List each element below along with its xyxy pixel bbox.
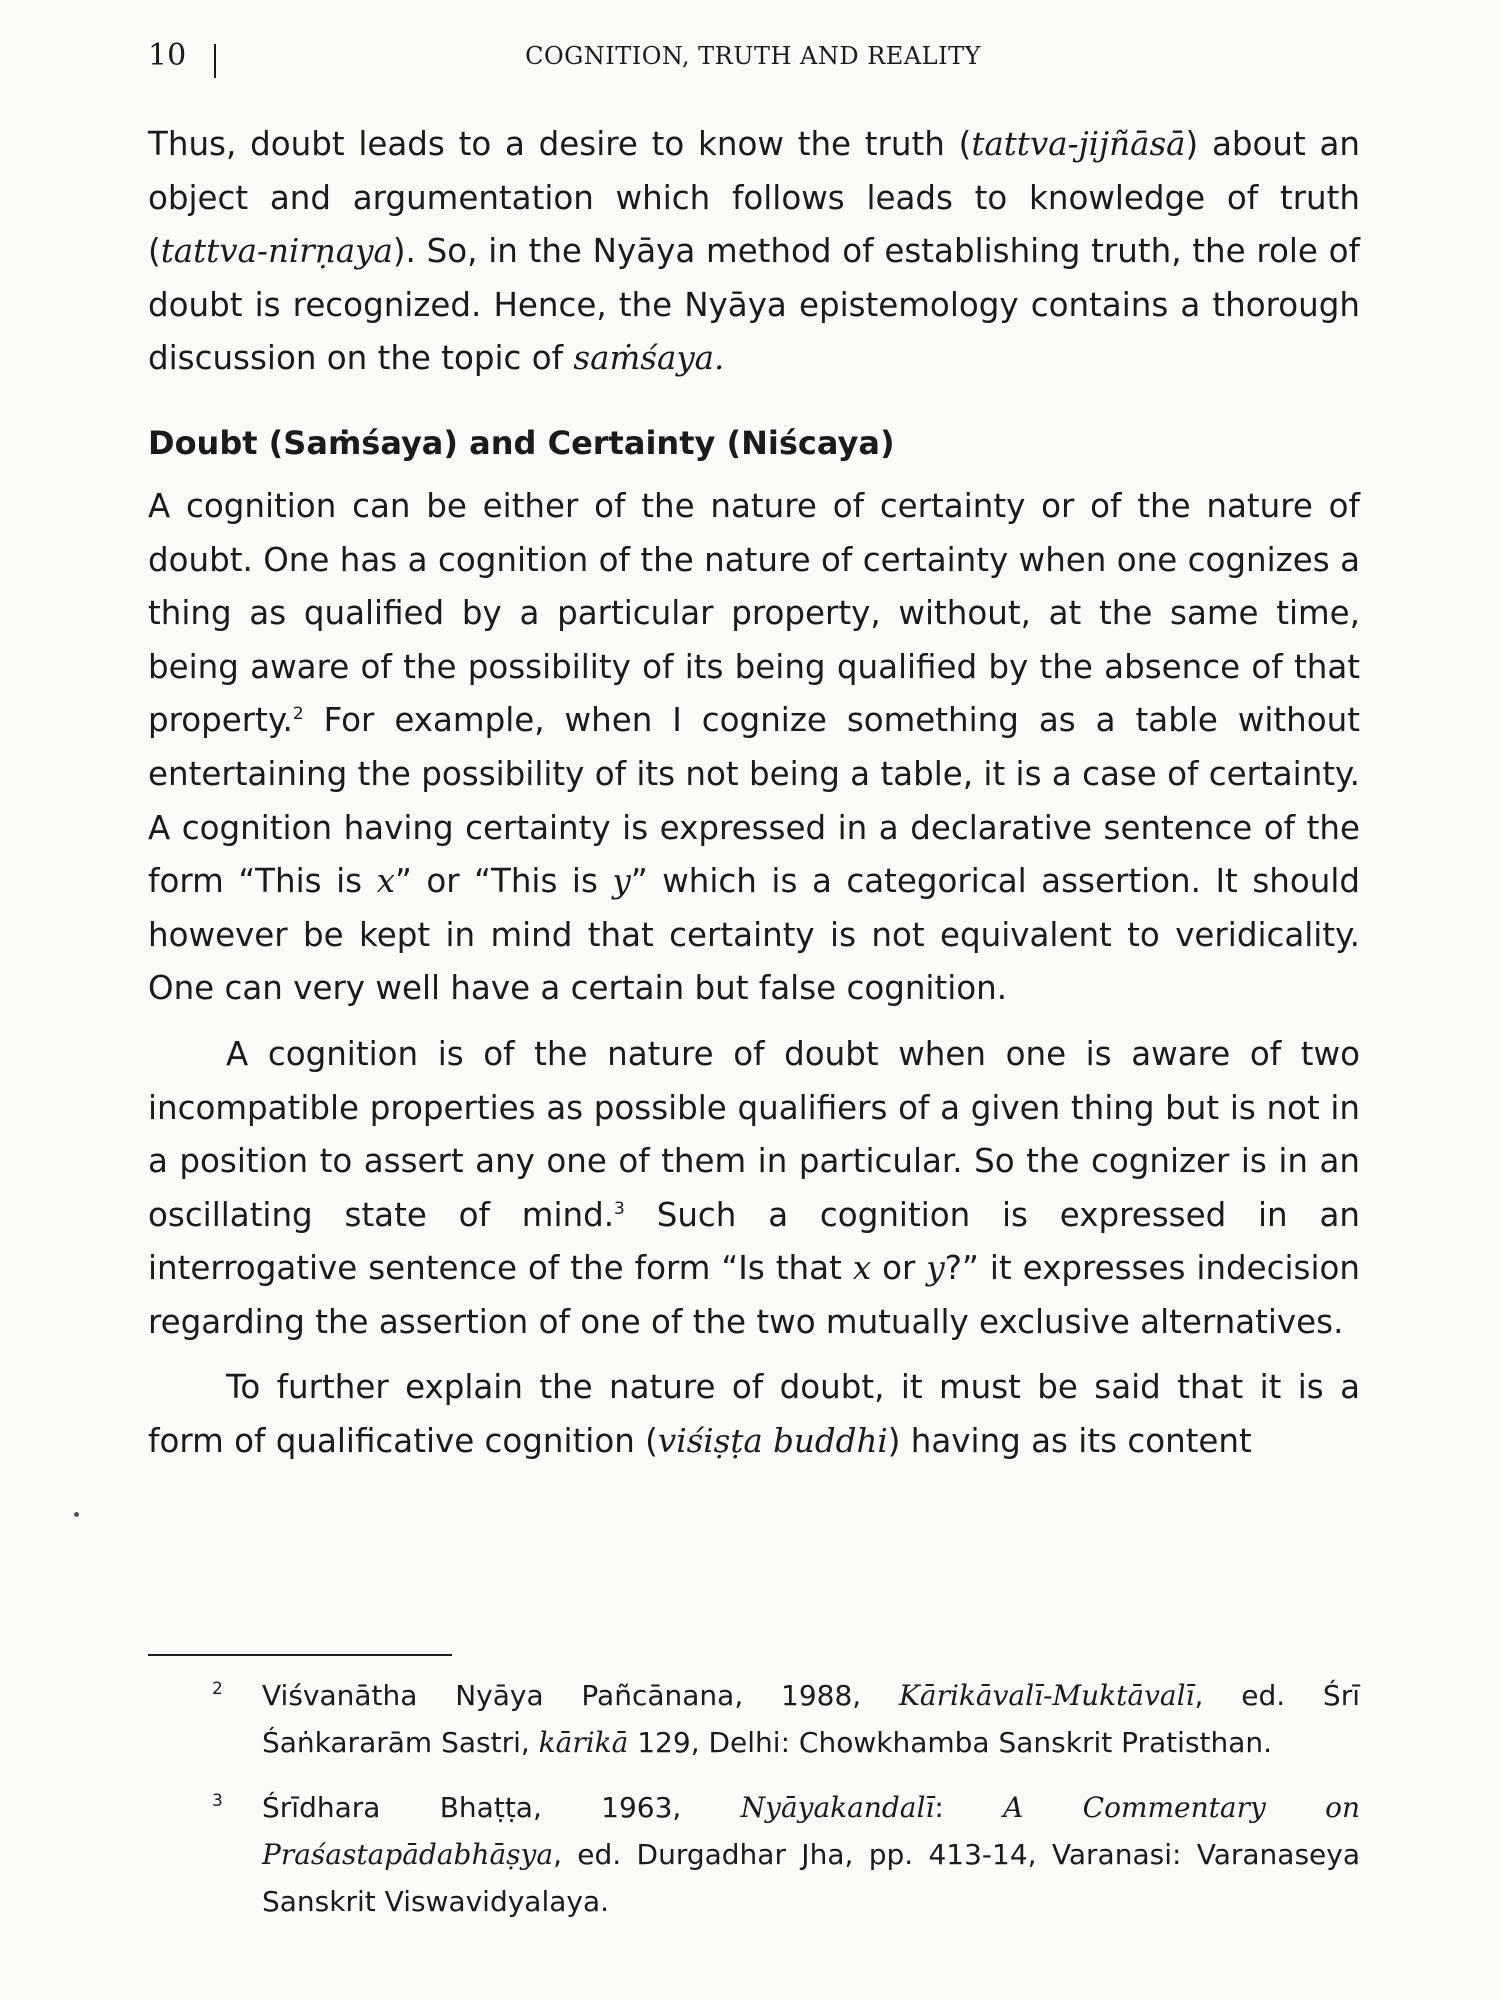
running-head: COGNITION, TRUTH AND REALITY bbox=[525, 42, 981, 70]
paragraph-2: A cognition can be either of the nature of certainty or of the nature of doubt. One has a cognition of the nature of certainty when one cognizes a thing as qualified by a particular property, without, at the same time, being aware of the possibility of its being qualified by the absence of that property.$^2$ For example, when I cognize something as a table without entertaining the possibility of its not being a table, it is a case of certainty. A cognition having certainty is expressed in a declarative sentence of the form “This is x” or “This is y” which is a categorical assertion. It should however be kept in mind that certainty is not equivalent to veridicality. One can very well have a certain but false cognition. bbox=[148, 486, 1360, 1008]
footnote-2: 2 Viśvanātha Nyāya Pañcānana, 1988, Kārikāvalī-Muktāvalī, ed. Śrī Śaṅkararām Sastri, kārikā 129, Delhi: Chowkhamba Sanskrit Pratisthan. bbox=[212, 1672, 1360, 1766]
page-number: 10 bbox=[148, 38, 187, 73]
paragraph-3: A cognition is of the nature of doubt when one is aware of two incompatible properties as possible qualifiers of a given thing but is not in a position to assert any one of them in particular. So the cognizer is in an oscillating state of mind.$^3$ Such a cognition is expressed in an interrogative sentence of the form “Is that x or y?” it expresses indecision regarding the assertion of one of the two mutually exclusive alternatives. bbox=[148, 1034, 1360, 1341]
page-header bbox=[148, 38, 1358, 82]
paragraph-1: Thus, doubt leads to a desire to know the truth (tattva-jijñāsā) about an object and argumentation which follows leads to knowledge of truth (tattva-nirṇaya). So, in the Nyāya method of establishing truth, the role of doubt is recognized. Hence, the Nyāya epistemology contains a thorough discussion on the topic of saṁśaya. bbox=[148, 125, 1360, 378]
footnote-ref-2[interactable]: 2 bbox=[292, 704, 304, 725]
paragraph-4: To further explain the nature of doubt, it must be said that it is a form of qualificative cognition (viśiṣṭa buddhi) having as its content bbox=[148, 1368, 1360, 1461]
scan-speck bbox=[74, 1512, 79, 1517]
footnote-number: 3 bbox=[212, 1791, 223, 1811]
footnote-3: 3 Śrīdhara Bhaṭṭa, 1963, Nyāyakandalī: A Commentary on Praśastapādabhāṣya, ed. Durgadhar Jha, pp. 413-14, Varanasi: Varanaseya Sanskrit Viswavidyalaya. bbox=[212, 1784, 1360, 1925]
footnote-ref-3[interactable]: 3 bbox=[614, 1198, 625, 1219]
body-text bbox=[148, 118, 1360, 1469]
footnotes bbox=[212, 1672, 1360, 1943]
footnote-divider bbox=[148, 1654, 452, 1656]
footnote-number: 2 bbox=[212, 1679, 223, 1699]
section-heading: Doubt (Saṁśaya) and Certainty (Niścaya) bbox=[148, 423, 895, 462]
